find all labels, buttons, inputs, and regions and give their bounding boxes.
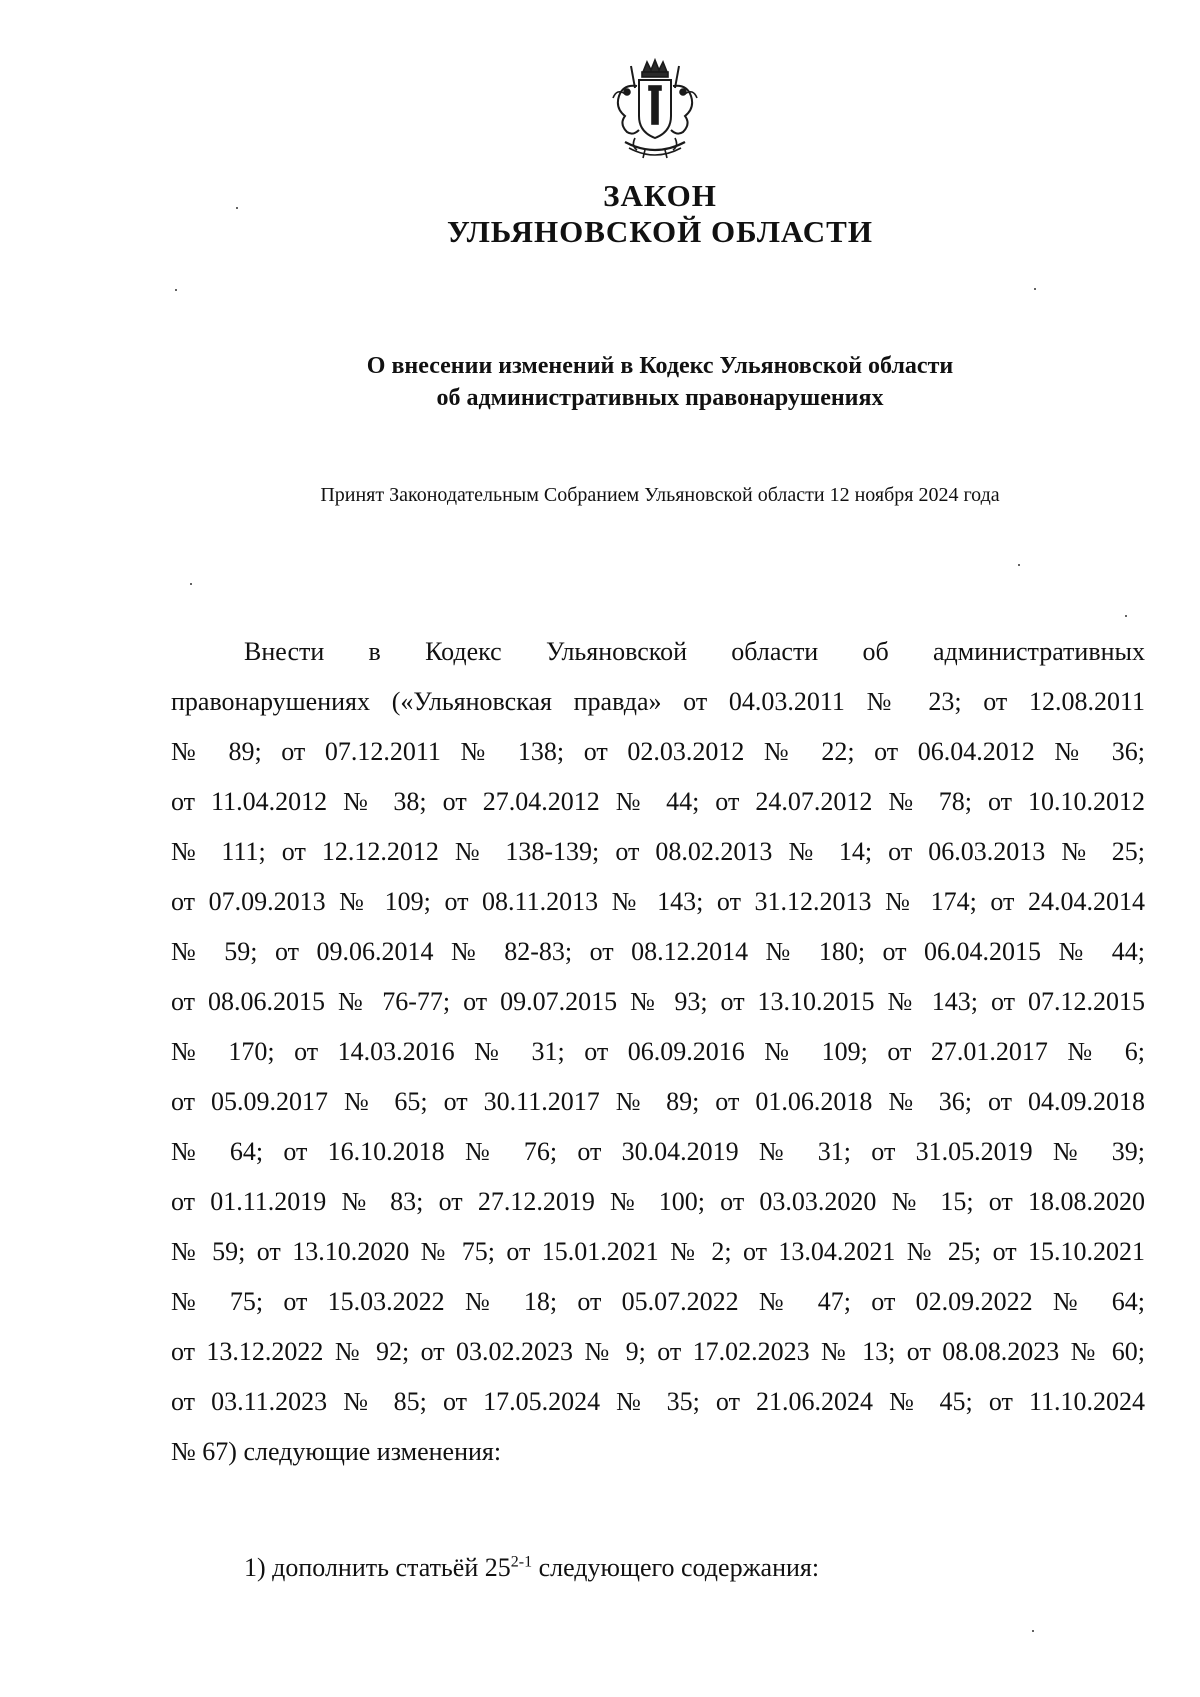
law-subject-line-2: об административных правонарушениях (436, 385, 884, 411)
law-subject-line-1: О внесении изменений в Кодекс Ульяновской области (366, 353, 954, 379)
scan-speck (1032, 1630, 1034, 1632)
law-title: ЗАКОН (603, 178, 717, 213)
amendment-paragraph (171, 627, 1145, 1477)
paragraph-line: № 67) следующие изменения: (171, 1437, 502, 1466)
item-text-suffix: следующего содержания: (532, 1553, 820, 1582)
paragraph-line: № 64; от 16.10.2018 № 76; от 30.04.2019 № 31; от 31.05.2019 № 39; (171, 1137, 1145, 1166)
scan-speck (1034, 288, 1036, 290)
adoption-note: Принят Законодательным Собранием Ульяновской области 12 ноября 2024 года (320, 484, 1000, 506)
paragraph-line: № 59; от 13.10.2020 № 75; от 15.01.2021 № 2; от 13.04.2021 № 25; от 15.10.2021 (171, 1237, 1145, 1266)
paragraph-line: правонарушениях («Ульяновская правда» от 04.03.2011 № 23; от 12.08.2011 (171, 687, 1145, 716)
paragraph-line: Внести в Кодекс Ульяновской области об административных (244, 637, 1145, 666)
scan-speck (236, 207, 238, 209)
paragraph-line: № 75; от 15.03.2022 № 18; от 05.07.2022 № 47; от 02.09.2022 № 64; (171, 1287, 1145, 1316)
scan-speck (1125, 615, 1127, 617)
coat-of-arms-icon (595, 58, 715, 166)
item-text-prefix: 1) дополнить статьёй 25 (244, 1553, 511, 1582)
paragraph-line: от 07.09.2013 № 109; от 08.11.2013 № 143; от 31.12.2013 № 174; от 24.04.2014 (171, 887, 1145, 916)
paragraph-line: от 03.11.2023 № 85; от 17.05.2024 № 35; от 21.06.2024 № 45; от 11.10.2024 (171, 1387, 1145, 1416)
amendment-item-1 (244, 1548, 819, 1588)
scan-speck (175, 289, 177, 291)
article-superscript: 2-1 (510, 1553, 533, 1571)
scan-speck (190, 583, 192, 585)
paragraph-line: от 01.11.2019 № 83; от 27.12.2019 № 100; от 03.03.2020 № 15; от 18.08.2020 (171, 1187, 1145, 1216)
scan-speck (1018, 564, 1020, 566)
paragraph-line: № 59; от 09.06.2014 № 82-83; от 08.12.2014 № 180; от 06.04.2015 № 44; (171, 937, 1145, 966)
paragraph-line: № 111; от 12.12.2012 № 138-139; от 08.02.2013 № 14; от 06.03.2013 № 25; (171, 837, 1145, 866)
law-region: УЛЬЯНОВСКОЙ ОБЛАСТИ (447, 214, 873, 249)
paragraph-line: от 11.04.2012 № 38; от 27.04.2012 № 44; от 24.07.2012 № 78; от 10.10.2012 (171, 787, 1145, 816)
paragraph-line: № 170; от 14.03.2016 № 31; от 06.09.2016 № 109; от 27.01.2017 № 6; (171, 1037, 1145, 1066)
paragraph-line: от 13.12.2022 № 92; от 03.02.2023 № 9; от 17.02.2023 № 13; от 08.08.2023 № 60; (171, 1337, 1145, 1366)
paragraph-line: № 89; от 07.12.2011 № 138; от 02.03.2012 № 22; от 06.04.2012 № 36; (171, 737, 1145, 766)
paragraph-line: от 08.06.2015 № 76-77; от 09.07.2015 № 93; от 13.10.2015 № 143; от 07.12.2015 (171, 987, 1145, 1016)
paragraph-line: от 05.09.2017 № 65; от 30.11.2017 № 89; от 01.06.2018 № 36; от 04.09.2018 (171, 1087, 1145, 1116)
